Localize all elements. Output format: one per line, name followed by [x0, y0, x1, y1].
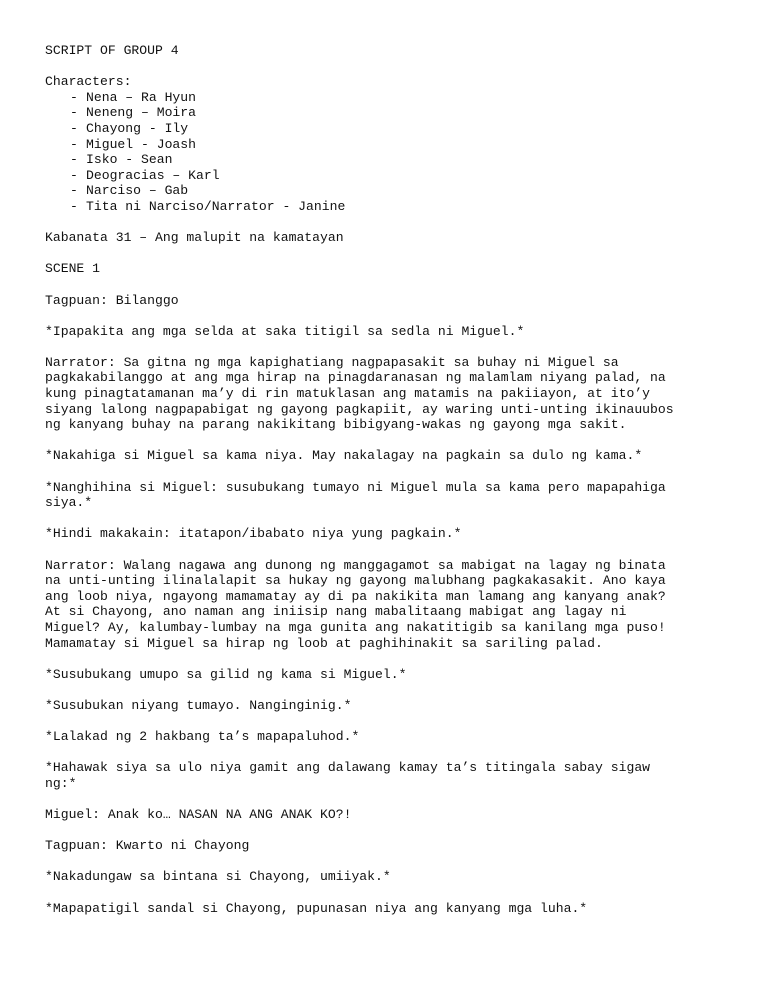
character-entry: Deogracias – Karl: [86, 167, 220, 183]
character-entry: Narciso – Gab: [86, 183, 189, 199]
bullet-dash: -: [70, 198, 78, 214]
stage-direction: *Susubukan niyang tumayo. Nanginginig.*: [45, 697, 352, 713]
list-item: [45, 152, 745, 168]
stage-direction: *Lalakad ng 2 hakbang ta’s mapapaluhod.*: [45, 729, 360, 745]
list-item: [45, 199, 745, 215]
character-entry: Chayong - Ily: [86, 120, 189, 136]
list-item: [45, 121, 745, 137]
list-item: [45, 105, 745, 121]
stage-direction: *Nakadungaw sa bintana si Chayong, umiiyak.*: [45, 869, 391, 885]
script-page: [45, 43, 745, 932]
characters-list: [45, 90, 745, 215]
character-entry: Nena – Ra Hyun: [86, 89, 197, 105]
stage-direction: *Hahawak siya sa ulo niya gamit ang dalawang kamay ta’s titingala sabay sigaw ng:*: [45, 760, 651, 791]
dialogue-line: Miguel: Anak ko… NASAN NA ANG ANAK KO?!: [45, 807, 352, 823]
bullet-dash: -: [70, 89, 78, 105]
bullet-dash: -: [70, 183, 78, 199]
characters-heading: Characters:: [45, 74, 132, 90]
list-item: [45, 90, 745, 106]
character-entry: Neneng – Moira: [86, 105, 197, 121]
bullet-dash: -: [70, 136, 78, 152]
setting-line: Tagpuan: Kwarto ni Chayong: [45, 838, 250, 854]
chapter-heading: Kabanata 31 – Ang malupit na kamatayan: [45, 230, 344, 246]
character-entry: Miguel - Joash: [86, 136, 197, 152]
stage-direction: *Susubukang umupo sa gilid ng kama si Miguel.*: [45, 666, 407, 682]
character-entry: Tita ni Narciso/Narrator - Janine: [86, 198, 346, 214]
stage-direction: *Hindi makakain: itatapon/ibabato niya yung pagkain.*: [45, 526, 462, 542]
stage-direction: *Mapapatigil sandal si Chayong, pupunasan niya ang kanyang mga luha.*: [45, 900, 588, 916]
bullet-dash: -: [70, 120, 78, 136]
narration-paragraph: Narrator: Walang nagawa ang dunong ng manggagamot sa mabigat na lagay ng binata na unti-unting ilinalalapit sa hukay ng gayong malubhang pagkakasakit. Ano kaya ang loob niya, ngayong mamamatay ay di pa nakikita man lamang ang kanyang anak? At si Chayong, ano naman ang iniisip nang mabalitaang mabigat ang lagay ni Miguel? Ay, kalumbay-lumbay na mga gunita ang nakatitigib sa kanilang mga puso! Mamamatay si Miguel sa hirap ng loob at paghihinakit sa sariling palad.: [45, 557, 666, 651]
bullet-dash: -: [70, 152, 78, 168]
scene-heading: SCENE 1: [45, 261, 101, 277]
list-item: [45, 168, 745, 184]
bullet-dash: -: [70, 167, 78, 183]
character-entry: Isko - Sean: [86, 152, 173, 168]
stage-direction: *Nanghihina si Miguel: susubukang tumayo ni Miguel mula sa kama pero mapapahiga siya.*: [45, 479, 666, 511]
stage-direction: *Ipapakita ang mga selda at saka titigil sa sedla ni Miguel.*: [45, 323, 525, 339]
setting-line: Tagpuan: Bilanggo: [45, 292, 179, 308]
bullet-dash: -: [70, 105, 78, 121]
narration-paragraph: Narrator: Sa gitna ng mga kapighatiang nagpapasakit sa buhay ni Miguel sa pagkakabilanggo at ang mga hirap na pinagdaranasan ng malamlam niyang palad, na kung pinagtatamanan ma’y di rin matuklasan ang matamis na pakiiayon, at ito’y siyang lalong nagpapabigat ng gayong pagkapiit, ay waring unti-unting ikinauubos ng kanyang buhay na parang nakikitang bibigyang-wakas ng gayong mga sakit.: [45, 354, 674, 433]
document-title: SCRIPT OF GROUP 4: [45, 43, 179, 58]
list-item: [45, 137, 745, 153]
list-item: [45, 183, 745, 199]
stage-direction: *Nakahiga si Miguel sa kama niya. May nakalagay na pagkain sa dulo ng kama.*: [45, 448, 643, 464]
